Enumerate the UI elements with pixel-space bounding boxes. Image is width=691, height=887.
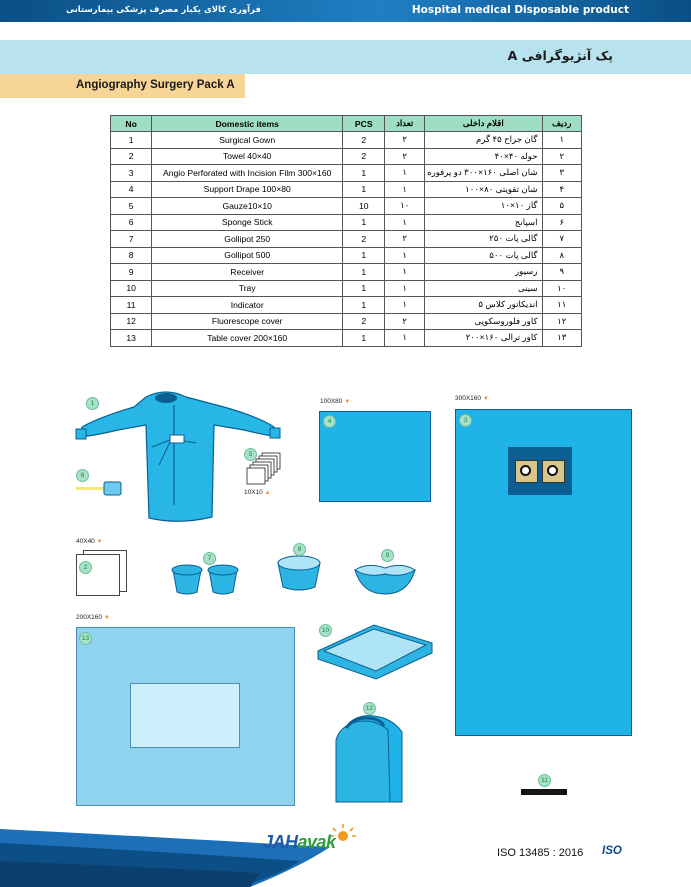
cell-item-fa: گان جراح ۴۵ گرم: [425, 132, 542, 149]
cell-item-fa: گالی پات ۵۰۰: [425, 247, 542, 264]
cell-row-fa: ۵: [542, 198, 581, 215]
dim-support-drape: 100X80 ▼: [320, 398, 351, 405]
header-persian-title: فرآوری کالای یکبار مصرف پزشکی بیمارستانی: [66, 5, 261, 15]
col-no-header: No: [111, 116, 152, 132]
cell-row-fa: ۶: [542, 214, 581, 231]
cell-item-fa: کاور فلوروسکوپی: [425, 313, 542, 330]
cell-row-fa: ۱۳: [542, 330, 581, 347]
triangle-down-icon: ▼: [482, 396, 489, 402]
cell-count-fa: ۱: [385, 165, 425, 182]
table-row: [111, 214, 582, 231]
item-number-badge: 4: [323, 415, 336, 428]
cell-item-fa: شان اصلی ۱۶۰×۳۰۰ دو پرفوره: [425, 165, 542, 182]
indicator-strip: [521, 789, 567, 795]
cell-pcs: 1: [343, 280, 385, 297]
items-table: [110, 115, 582, 347]
cell-item-fa: اسپانج: [425, 214, 542, 231]
cell-item-en: Towel 40×40: [152, 148, 343, 165]
cell-row-fa: ۱۰: [542, 280, 581, 297]
cell-item-fa: گالی پات ۲۵۰: [425, 231, 542, 248]
table-body: [111, 132, 582, 347]
cell-count-fa: ۱۰: [385, 198, 425, 215]
dim-gauze: 10X10 ▲: [244, 489, 271, 496]
cell-count-fa: ۱: [385, 181, 425, 198]
cell-pcs: 1: [343, 330, 385, 347]
table-row: [111, 198, 582, 215]
cell-item-en: Sponge Stick: [152, 214, 343, 231]
table-row: [111, 264, 582, 281]
cell-no: 8: [111, 247, 152, 264]
dim-towel: 40X40 ▼: [76, 538, 103, 545]
gollipot-500-icon: [275, 553, 323, 595]
cell-pcs: 2: [343, 148, 385, 165]
cell-count-fa: ۱: [385, 247, 425, 264]
dim-main-drape: 300X160 ▼: [455, 395, 489, 402]
cell-row-fa: ۷: [542, 231, 581, 248]
cell-no: 1: [111, 132, 152, 149]
cell-pcs: 1: [343, 165, 385, 182]
dim-table-cover: 200X160 ▼: [76, 614, 110, 621]
cell-count-fa: ۲: [385, 231, 425, 248]
cell-no: 2: [111, 148, 152, 165]
cell-item-en: Surgical Gown: [152, 132, 343, 149]
table-cover-window: [130, 683, 240, 748]
brand-logo: JAHavak: [263, 832, 336, 852]
cell-row-fa: ۱۱: [542, 297, 581, 314]
triangle-up-icon: ▲: [264, 490, 271, 496]
cell-no: 4: [111, 181, 152, 198]
cell-count-fa: ۱: [385, 214, 425, 231]
col-row-fa-header: ردیف: [542, 116, 581, 132]
item-number-badge: 2: [79, 561, 92, 574]
item-number-badge: 12: [363, 702, 376, 715]
cell-item-fa: کاور ترالی ۱۶۰×۲۰۰: [425, 330, 542, 347]
cell-row-fa: ۹: [542, 264, 581, 281]
cell-no: 11: [111, 297, 152, 314]
page-title-english: Angiography Surgery Pack A: [76, 79, 235, 91]
triangle-down-icon: ▼: [103, 615, 110, 621]
col-items-header: Domestic items: [152, 116, 343, 132]
item-number-badge: 8: [293, 543, 306, 556]
cell-count-fa: ۱: [385, 330, 425, 347]
cell-item-en: Indicator: [152, 297, 343, 314]
cell-count-fa: ۱: [385, 264, 425, 281]
item-number-badge: 3: [459, 414, 472, 427]
cell-no: 12: [111, 313, 152, 330]
cell-item-fa: گاز ۱۰×۱۰: [425, 198, 542, 215]
cell-pcs: 1: [343, 247, 385, 264]
cell-pcs: 1: [343, 297, 385, 314]
cell-no: 3: [111, 165, 152, 182]
triangle-down-icon: ▼: [96, 539, 103, 545]
table-row: [111, 165, 582, 182]
cell-count-fa: ۲: [385, 148, 425, 165]
cell-item-en: Table cover 200×160: [152, 330, 343, 347]
sponge-stick-icon: [76, 481, 124, 497]
cell-row-fa: ۱: [542, 132, 581, 149]
cell-no: 7: [111, 231, 152, 248]
table-row: [111, 313, 582, 330]
cell-row-fa: ۳: [542, 165, 581, 182]
cell-item-fa: رسیور: [425, 264, 542, 281]
item-number-badge: 5: [244, 448, 257, 461]
perforation-port-icon: [542, 460, 565, 483]
item-number-badge: 1: [86, 397, 99, 410]
tray-icon: [314, 621, 436, 681]
item-number-badge: 6: [76, 469, 89, 482]
cell-row-fa: ۸: [542, 247, 581, 264]
cell-no: 6: [111, 214, 152, 231]
table-row: [111, 132, 582, 149]
cell-pcs: 1: [343, 181, 385, 198]
cell-pcs: 1: [343, 264, 385, 281]
table-row: [111, 330, 582, 347]
table-row: [111, 280, 582, 297]
cell-no: 5: [111, 198, 152, 215]
cell-item-en: Gauze10×10: [152, 198, 343, 215]
cell-row-fa: ۱۲: [542, 313, 581, 330]
item-number-badge: 10: [319, 624, 332, 637]
header-english-title: Hospital medical Disposable product: [411, 4, 629, 16]
cell-pcs: 2: [343, 132, 385, 149]
cell-row-fa: ۴: [542, 181, 581, 198]
col-items-fa-header: اقلام داخلی: [425, 116, 542, 132]
item-number-badge: 7: [203, 552, 216, 565]
cell-item-fa: حوله ۴۰×۴۰: [425, 148, 542, 165]
cell-count-fa: ۱: [385, 280, 425, 297]
cell-no: 13: [111, 330, 152, 347]
iso-logo: ISO: [602, 845, 622, 857]
cell-pcs: 10: [343, 198, 385, 215]
perforation-port-icon: [515, 460, 538, 483]
cell-item-fa: سینی: [425, 280, 542, 297]
cell-item-en: Gollipot 250: [152, 231, 343, 248]
cell-item-en: Tray: [152, 280, 343, 297]
item-number-badge: 9: [381, 549, 394, 562]
item-number-badge: 11: [538, 774, 551, 787]
table-row: [111, 247, 582, 264]
cell-item-fa: شان تقویتی ۸۰×۱۰۰: [425, 181, 542, 198]
cell-row-fa: ۲: [542, 148, 581, 165]
cell-count-fa: ۱: [385, 297, 425, 314]
incision-film: [508, 447, 572, 495]
table-row: [111, 231, 582, 248]
cell-item-en: Support Drape 100×80: [152, 181, 343, 198]
iso-standard-text: ISO 13485 : 2016: [497, 847, 584, 859]
page-title-persian: پک آنژیوگرافی A: [507, 48, 613, 63]
support-drape: [319, 411, 431, 502]
cell-no: 10: [111, 280, 152, 297]
col-count-fa-header: تعداد: [385, 116, 425, 132]
receiver-bowl-icon: [352, 560, 418, 596]
table-header-row: [111, 116, 582, 132]
cell-item-en: Angio Perforated with Incision Film 300×160: [152, 165, 343, 182]
cell-no: 9: [111, 264, 152, 281]
triangle-down-icon: ▼: [344, 399, 351, 405]
fluoroscope-cover-icon: [334, 712, 410, 804]
gollipot-250-icon: [170, 562, 246, 598]
cell-item-en: Receiver: [152, 264, 343, 281]
cell-item-en: Fluorescope cover: [152, 313, 343, 330]
item-number-badge: 13: [79, 632, 92, 645]
cell-pcs: 2: [343, 231, 385, 248]
table-row: [111, 181, 582, 198]
cell-pcs: 2: [343, 313, 385, 330]
cell-count-fa: ۲: [385, 132, 425, 149]
col-pcs-header: PCS: [343, 116, 385, 132]
cell-item-en: Gollipot 500: [152, 247, 343, 264]
table-row: [111, 148, 582, 165]
cell-pcs: 1: [343, 214, 385, 231]
cell-count-fa: ۲: [385, 313, 425, 330]
cell-item-fa: اندیکاتور کلاس ۵: [425, 297, 542, 314]
table-row: [111, 297, 582, 314]
